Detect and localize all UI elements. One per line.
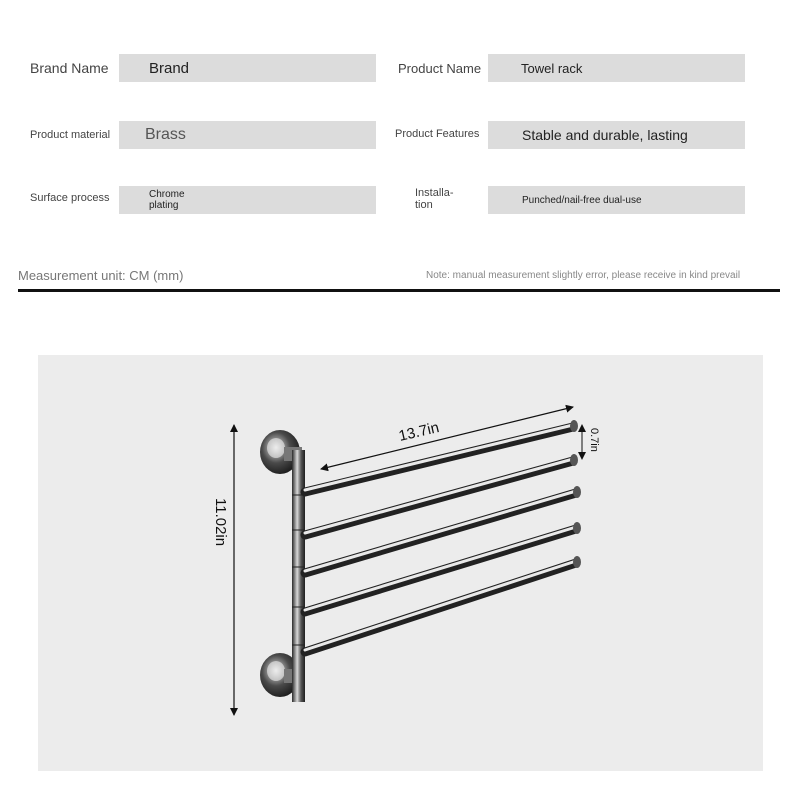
installation-label-line2: tion — [415, 199, 433, 211]
towel-bar-1 — [305, 420, 578, 492]
surface-process-label: Surface process — [30, 192, 110, 204]
product-name-value — [488, 54, 745, 82]
product-photo — [38, 355, 763, 771]
product-name-text: Towel rack — [521, 60, 583, 76]
measurement-note: Note: manual measurement slightly error, please receive in kind prevail — [426, 270, 741, 281]
width-dimension-label: 13.7in — [397, 419, 441, 445]
product-material-label: Product material — [30, 129, 111, 141]
product-name-label: Product Name — [398, 61, 482, 76]
height-dimension-label: 11.02in — [212, 498, 229, 547]
measurement-unit: Measurement unit: CM (mm) — [18, 268, 184, 283]
brand-name-text: Brand — [149, 59, 190, 77]
product-material-text: Brass — [145, 126, 186, 143]
brand-name-label: Brand Name — [30, 60, 109, 76]
towel-rack-illustration — [38, 355, 763, 771]
towel-bars — [305, 420, 581, 652]
installation-label — [415, 187, 454, 211]
product-features-label: Product Features — [395, 128, 480, 140]
installation-value — [488, 186, 745, 214]
product-features-value — [488, 121, 745, 149]
installation-label-line1: Installa- — [415, 187, 454, 199]
product-material-value — [119, 121, 376, 149]
towel-bar-2 — [305, 454, 578, 535]
surface-process-text-line1: Chrome — [149, 189, 185, 200]
product-features-text: Stable and durable, lasting — [522, 127, 688, 143]
surface-process-text-line2: plating — [149, 200, 179, 211]
divider-rule — [18, 289, 780, 292]
brand-name-value — [119, 54, 376, 82]
surface-process-value — [119, 186, 376, 214]
installation-text: Punched/nail-free dual-use — [522, 194, 642, 206]
spacing-dimension-label: 0.7in — [588, 428, 600, 452]
